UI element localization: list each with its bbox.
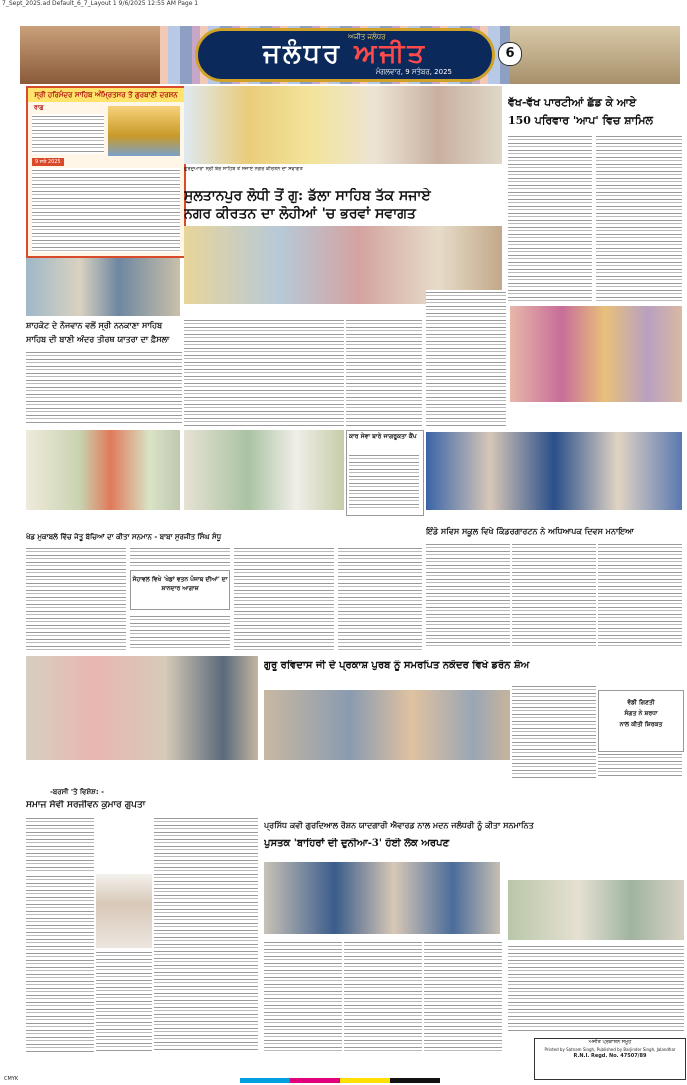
reg-line2: Printed by Satnam Singh, Published by Barjinder Singh, Jalandhar	[544, 1047, 676, 1052]
a6-headline: ਖੇਡ ਮੁਕਾਬਲੇ ਵਿੱਚ ਜੇਤੂ ਬੱਚਿਆਂ ਦਾ ਕੀਤਾ ਸਨਮਾਨ - ਬਾਬਾ ਸੁਰਜੀਤ ਸਿੰਘ ਸੰਧੂ	[26, 532, 222, 541]
a10-headline: ਪ੍ਰਸਿੱਧ ਕਵੀ ਗੁਰਦਿਆਲ ਰੌਸ਼ਨ ਯਾਦਗਾਰੀ ਐਵਾਰਡ ਨਾਲ ਮਦਨ ਜਲੰਧਰੀ ਨੂੰ ਕੀਤਾ ਸਨਮਾਨਿਤ	[264, 820, 534, 830]
a9-body-3	[96, 950, 152, 1052]
a6-body-2	[130, 546, 230, 566]
a8-body-1	[512, 684, 596, 778]
sports-photo-1	[26, 430, 180, 510]
a8-box	[598, 690, 684, 752]
a9-kicker: -ਬਰਸੀ 'ਤੇ ਵਿਸ਼ੇਸ਼: -	[50, 788, 104, 796]
drone-caption-2	[264, 762, 510, 772]
a1-body-3	[426, 290, 506, 428]
drone-photo-2	[264, 690, 510, 760]
sidebar-label: ਰਾਗੁ	[34, 104, 44, 111]
masthead-title	[198, 39, 492, 70]
registration-box	[534, 1038, 686, 1080]
reg-number: R.N.I. Regd. No. 47507/89	[573, 1053, 647, 1059]
a5-headline: ਇੰਡੋ ਸਵਿਸ ਸਕੂਲ ਵਿਖੇ ਕਿੰਡਰਗਾਰਟਨ ਨੇ ਅਧਿਆਪਕ ਦਿਵਸ ਮਨਾਇਆ	[426, 526, 634, 536]
a3-headline-2: ਸਾਹਿਬ ਦੀ ਬਾਣੀ ਅੰਦਰ ਤੀਰਥ ਯਾਤਰਾ ਦਾ ਫ਼ੈਸਲਾ	[26, 334, 170, 344]
masthead-date: ਮੰਗਲਵਾਰ, 9 ਸਤੰਬਰ, 2025	[375, 68, 452, 76]
sports-photo-2	[184, 430, 344, 510]
drone-caption-1	[26, 762, 258, 776]
masthead-photo-left	[20, 26, 160, 84]
a2-headline-2: 150 ਪਰਿਵਾਰ 'ਆਪ' ਵਿਚ ਸ਼ਾਮਿਲ	[508, 114, 653, 127]
a4-body	[349, 453, 419, 511]
a2-body-1	[508, 134, 592, 304]
a8-headline: ਗੁਰੂ ਰਵਿਦਾਸ ਜੀ ਦੇ ਪ੍ਰਕਾਸ਼ ਪੁਰਬ ਨੂੰ ਸਮਰਪਿਤ ਨਕੋਦਰ ਵਿਖੇ ਡਰੋਨ ਸ਼ੋਅ	[264, 660, 530, 671]
masthead-title-b: ਅਜੀਤ	[354, 39, 427, 69]
a8-box-line2: ਸੰਗਤ ਨੇ ਸ਼ਰਧਾ	[624, 710, 658, 717]
a1-headline-2: ਨਗਰ ਕੀਰਤਨ ਦਾ ਲੋਹੀਆਂ 'ਚ ਭਰਵਾਂ ਸਵਾਗਤ	[184, 206, 416, 222]
a1-body	[184, 318, 344, 428]
a2-headline-1: ਵੱਖ-ਵੱਖ ਪਾਰਟੀਆਂ ਛੱਡ ਕੇ ਆਏ	[508, 96, 637, 109]
a4-box	[346, 430, 424, 516]
a6-body-3	[130, 614, 230, 650]
color-registration-bar	[240, 1078, 440, 1083]
a3-body	[26, 350, 182, 424]
bottom-right-body	[508, 944, 684, 1032]
page-slug: 7_Sept_2025.ad Default_6_7_Layout 1 9/6/2025 12:55 AM Page 1	[2, 0, 199, 7]
reg-line1: ਅਜੀਤ ਪ੍ਰਕਾਸ਼ਨ ਸਮੂਹ	[588, 1039, 632, 1045]
a5-body-3	[598, 542, 682, 646]
a3-headline-1: ਸ਼ਾਹਕੋਟ ਦੇ ਨੌਜਵਾਨ ਵਲੋਂ ਸ੍ਰੀ ਨਨਕਾਣਾ ਸਾਹਿਬ	[26, 320, 163, 330]
a1-headline-1: ਸੁਲਤਾਨਪੁਰ ਲੋਧੀ ਤੋਂ ਗੁ: ਡੱਲਾ ਸਾਹਿਬ ਤੱਕ ਸਜਾਏ	[184, 188, 431, 204]
a5-body-2	[512, 542, 596, 646]
sidebar-text-2	[32, 168, 180, 252]
a10-body-3	[424, 940, 502, 1052]
a2-caption	[510, 404, 682, 416]
a5-caption	[426, 512, 682, 522]
a8-body-2	[598, 752, 682, 778]
a2-body-2	[596, 134, 682, 304]
nagar-kirtan-photo-1	[184, 86, 502, 164]
sidebar-date-tag: 9 ਸਤੰ 2025	[32, 158, 64, 166]
portrait-photo	[96, 874, 152, 948]
sidebar-text-1	[32, 114, 104, 154]
masthead-logo	[195, 28, 495, 82]
a4-headline: ਕਾਰ ਸੇਵਾ ਬਾਰੇ ਜਾਗਰੂਕਤਾ ਕੈਂਪ	[349, 433, 417, 440]
a6-body-4	[234, 546, 334, 650]
a5-body-1	[426, 542, 510, 646]
a10-subhead: ਪੁਸਤਕ 'ਬਾਹਿਰਾਂ ਦੀ ਦੁਨੀਆ-3' ਹੋਈ ਲੋਕ ਅਰਪਣ	[264, 838, 450, 849]
a1-body-2	[346, 318, 422, 428]
masthead	[20, 26, 680, 84]
a9-body-2	[26, 874, 94, 1052]
page-number: 6	[498, 42, 522, 66]
sports-caption	[26, 512, 344, 522]
shahkot-photo	[26, 258, 180, 316]
drone-photo-1	[26, 656, 258, 760]
a6-body-1	[26, 546, 126, 650]
masthead-photo-right	[510, 26, 680, 84]
a9-body-1	[26, 816, 94, 872]
a1-caption: ਗੁਰਦੁਆਰਾ ਸ੍ਰੀ ਬੇਰ ਸਾਹਿਬ ਤੋਂ ਸਜਾਏ ਨਗਰ ਕੀਰਤਨ ਦਾ ਸਵਾਗਤ	[184, 166, 303, 172]
a10-body-1	[264, 940, 342, 1052]
a10-body-2	[344, 940, 422, 1052]
indo-swiss-photo	[426, 432, 682, 510]
book-launch-photo	[264, 862, 500, 934]
golden-temple-photo	[108, 106, 180, 156]
a9-headline: ਸਮਾਜ ਸੇਵੀ ਸਰਜੀਵਨ ਕੁਮਾਰ ਗੁਪਤਾ	[26, 800, 146, 810]
a6-body-5	[338, 546, 422, 650]
sidebar-title: ਸ੍ਰੀ ਹਰਿਮੰਦਰ ਸਾਹਿਬ ਅੰਮ੍ਰਿਤਸਰ ਤੋਂ ਗੁਰਬਾਣੀ ਦਰਸ਼ਨ	[28, 88, 184, 102]
aap-photo	[510, 306, 682, 402]
a9-body-4	[154, 816, 258, 1052]
bottom-right-photo	[508, 880, 684, 940]
gurbani-sidebar	[26, 86, 186, 258]
a8-box-line1: ਵੱਡੀ ਗਿਣਤੀ	[627, 699, 655, 706]
a7-box: ਸੋਹਾਵਲ ਵਿਖੇ 'ਖੇਡਾਂ ਵਤਨ ਪੰਜਾਬ ਦੀਆਂ' ਦਾ ਸ਼ਾਨਦਾਰ ਆਗਾਜ਼	[130, 570, 230, 610]
masthead-title-a: ਜਲੰਧਰ	[263, 39, 343, 69]
masthead-small: ਅਜੀਤ ਜਲੰਧਰ	[348, 33, 386, 41]
a8-box-line3: ਨਾਲ ਕੀਤੀ ਸ਼ਿਰਕਤ	[619, 721, 663, 728]
cmyk-label: CMYK	[4, 1076, 19, 1082]
